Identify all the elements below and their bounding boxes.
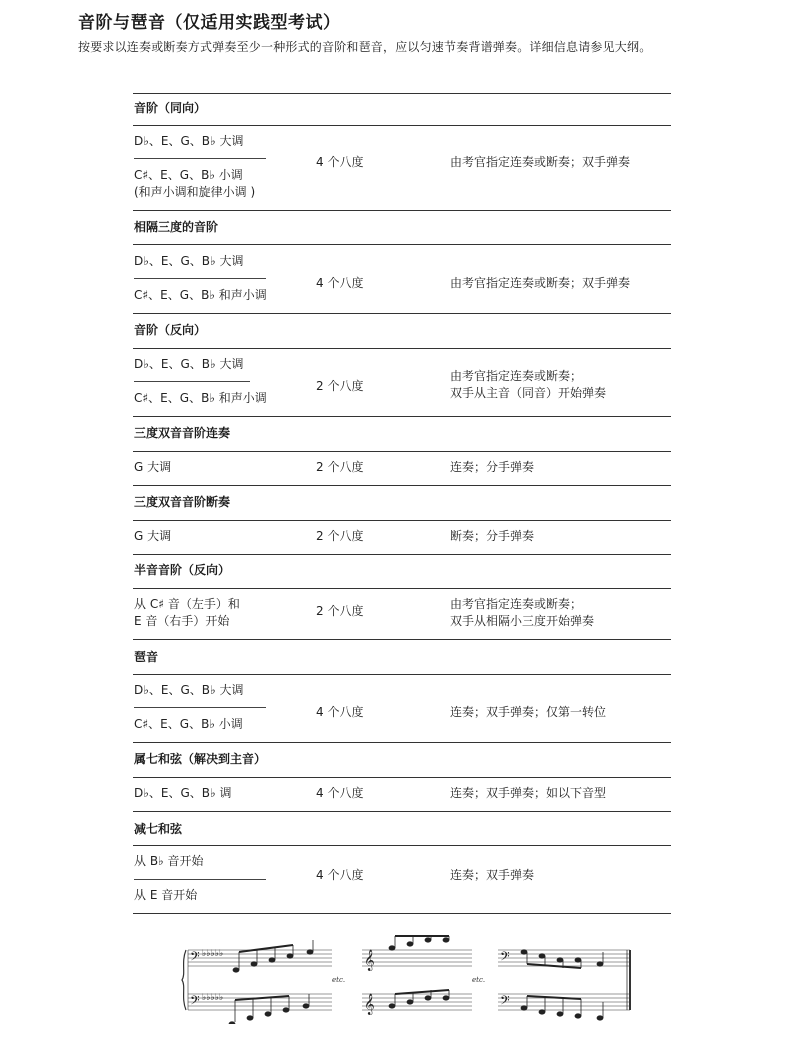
sub-divider xyxy=(134,707,266,708)
section-title: 半音音阶（反向） xyxy=(134,563,231,577)
table-rule xyxy=(133,811,671,812)
sub-divider xyxy=(134,381,250,382)
requirement-label: 连奏；双手弹奏 xyxy=(450,868,535,882)
section-title: 三度双音音阶断奏 xyxy=(134,495,231,509)
music-notation-example xyxy=(180,934,632,1024)
key-label: D♭、E、G、B♭ 大调 xyxy=(134,683,244,697)
table-rule xyxy=(133,913,671,914)
table-rule xyxy=(133,416,671,417)
key-label: D♭、E、G、B♭ 调 xyxy=(134,786,232,800)
requirement-label: 双手从相隔小三度开始弹奏 xyxy=(450,614,595,628)
music-notation-svg xyxy=(180,934,632,1024)
svg-text:𝄢: 𝄢 xyxy=(500,949,510,967)
key-label: C♯、E、G、B♭ 小调 xyxy=(134,168,243,182)
key-label: C♯、E、G、B♭ 小调 xyxy=(134,717,243,731)
key-label: D♭、E、G、B♭ 大调 xyxy=(134,254,244,268)
range-label: 4 个八度 xyxy=(316,155,364,169)
table-rule xyxy=(133,125,671,126)
range-label: 4 个八度 xyxy=(316,705,364,719)
requirement-label: 连奏；分手弹奏 xyxy=(450,460,535,474)
requirement-label: 双手从主音（同音）开始弹奏 xyxy=(450,386,607,400)
table-rule xyxy=(133,554,671,555)
key-label: D♭、E、G、B♭ 大调 xyxy=(134,134,244,148)
section-title: 音阶（反向） xyxy=(134,323,207,337)
svg-text:♭♭♭♭♭: ♭♭♭♭♭ xyxy=(202,993,224,1003)
requirement-label: 连奏；双手弹奏；仅第一转位 xyxy=(450,705,607,719)
range-label: 2 个八度 xyxy=(316,460,364,474)
table-rule xyxy=(133,639,671,640)
requirement-label: 由考官指定连奏或断奏；双手弹奏 xyxy=(450,155,631,169)
sub-divider xyxy=(134,278,266,279)
svg-text:𝄢: 𝄢 xyxy=(500,993,510,1011)
intro-text: 按要求以连奏或断奏方式弹奏至少一种形式的音阶和琶音，应以匀速节奏背谱弹奏。详细信息请参见大纲。 xyxy=(78,40,652,54)
table-rule xyxy=(133,451,671,452)
key-label: 从 C♯ 音（左手）和 xyxy=(134,597,240,611)
svg-text:𝄢: 𝄢 xyxy=(190,993,200,1011)
table-rule xyxy=(133,313,671,314)
range-label: 4 个八度 xyxy=(316,868,364,882)
svg-text:𝄞: 𝄞 xyxy=(364,994,375,1015)
section-title: 音阶（同向） xyxy=(134,101,207,115)
table-rule xyxy=(133,777,671,778)
sub-divider xyxy=(134,879,266,880)
sub-divider xyxy=(134,158,266,159)
table-rule xyxy=(133,348,671,349)
range-label: 2 个八度 xyxy=(316,604,364,618)
range-label: 2 个八度 xyxy=(316,529,364,543)
key-label: C♯、E、G、B♭ 和声小调 xyxy=(134,391,267,405)
section-title: 相隔三度的音阶 xyxy=(134,220,219,234)
table-rule xyxy=(133,520,671,521)
key-label: 从 B♭ 音开始 xyxy=(134,854,204,868)
key-label: C♯、E、G、B♭ 和声小调 xyxy=(134,288,267,302)
section-title: 三度双音音阶连奏 xyxy=(134,426,231,440)
table-rule xyxy=(133,485,671,486)
key-label: (和声小调和旋律小调 ) xyxy=(134,185,256,199)
requirement-label: 由考官指定连奏或断奏；双手弹奏 xyxy=(450,276,631,290)
range-label: 4 个八度 xyxy=(316,276,364,290)
key-label: G 大调 xyxy=(134,460,172,474)
key-label: D♭、E、G、B♭ 大调 xyxy=(134,357,244,371)
range-label: 2 个八度 xyxy=(316,379,364,393)
etc-label: etc. xyxy=(472,976,486,984)
key-label: G 大调 xyxy=(134,529,172,543)
table-rule xyxy=(133,742,671,743)
section-title: 属七和弦（解决到主音） xyxy=(134,752,267,766)
svg-text:𝄞: 𝄞 xyxy=(364,950,375,971)
range-label: 4 个八度 xyxy=(316,786,364,800)
table-rule xyxy=(133,845,671,846)
section-title: 减七和弦 xyxy=(134,822,183,836)
table-rule xyxy=(133,244,671,245)
key-label: E 音（右手）开始 xyxy=(134,614,230,628)
table-rule xyxy=(133,674,671,675)
svg-text:𝄢: 𝄢 xyxy=(190,949,200,967)
table-rule xyxy=(133,210,671,211)
table-rule xyxy=(133,588,671,589)
requirement-label: 由考官指定连奏或断奏； xyxy=(450,369,583,383)
page-title: 音阶与琶音（仅适用实践型考试） xyxy=(78,13,341,33)
table-rule xyxy=(133,93,671,94)
key-label: 从 E 音开始 xyxy=(134,888,198,902)
section-title: 琶音 xyxy=(134,650,159,664)
etc-label: etc. xyxy=(332,976,346,984)
svg-text:♭♭♭♭♭: ♭♭♭♭♭ xyxy=(202,949,224,959)
requirement-label: 断奏；分手弹奏 xyxy=(450,529,535,543)
requirement-label: 由考官指定连奏或断奏； xyxy=(450,597,583,611)
requirement-label: 连奏；双手弹奏；如以下音型 xyxy=(450,786,607,800)
